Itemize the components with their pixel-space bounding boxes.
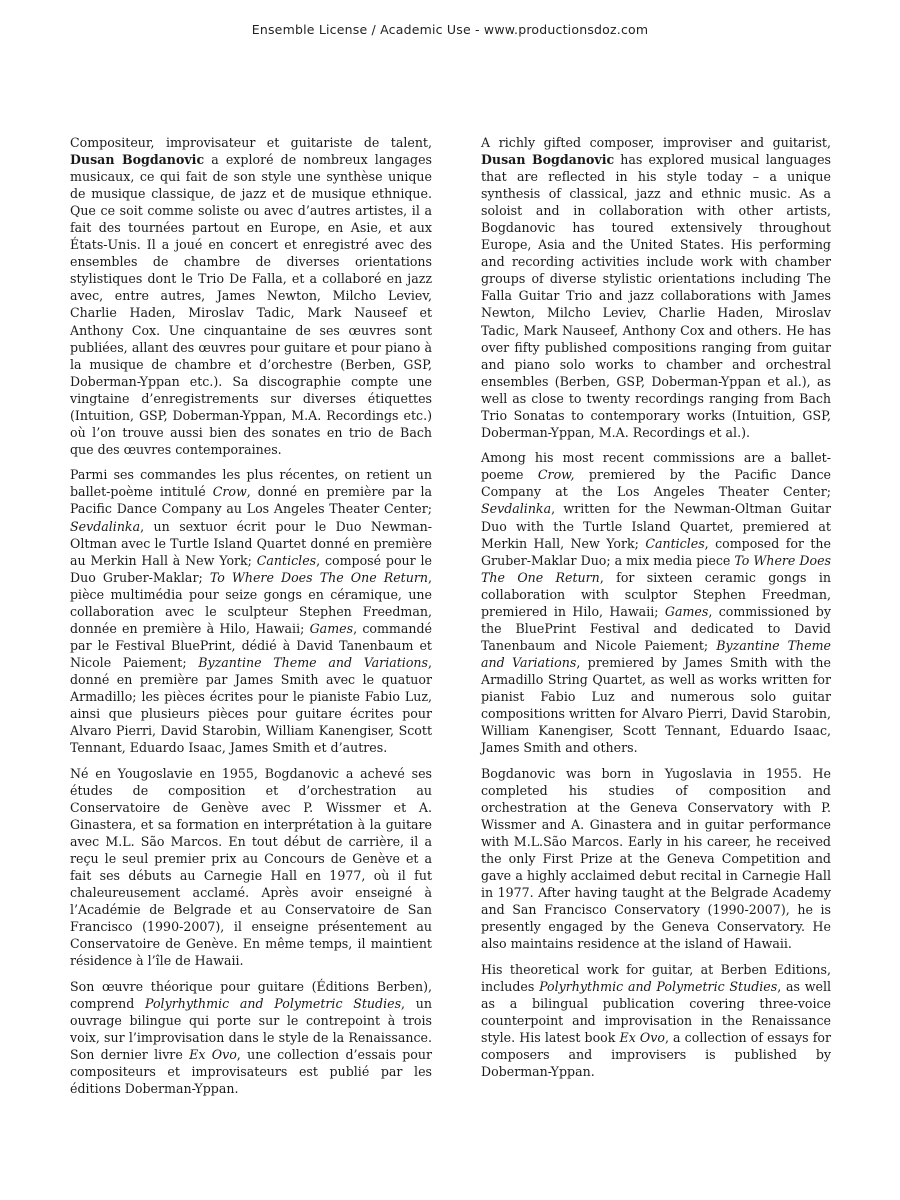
work-title: Polyrhythmic and Polymetric Studies (539, 978, 778, 994)
work-title: Canticles (256, 552, 317, 568)
text-run: premiered by the Pacific Dance Company at the Los Angeles Theater Center; (481, 467, 832, 500)
license-header: Ensemble License / Academic Use - www.productionsdoz.com (251, 22, 649, 37)
work-title: Sevdalinka (70, 518, 141, 534)
work-title: Ex Ovo (619, 1029, 665, 1045)
text-run: A richly gifted composer, improviser and guitarist, (481, 135, 831, 150)
work-title: Games (309, 620, 354, 636)
text-run: Compositeur, improvisateur et guitariste de talent, (70, 135, 432, 150)
text-run: a exploré de nombreux langages musicaux, ce qui fait de son style une synthèse unique de musique classique, de jazz et de musique ethnique. Que ce soit comme soliste ou avec d’autres artistes, il a fait des tournées partout en Europe, en Asie, et aux États-Unis. Il a joué en concert et enregistré avec des ensembles de chambre de diverses orientations stylistiques dont le Trio De Falla, et a collaboré en jazz avec, entre autres, James Newton, Milcho Leviev, Charlie Haden, Miroslav Tadic, Mark Nauseef et Anthony Cox. Une cinquantaine de ses œuvres sont publiées, allant des œuvres pour guitare et pour piano à la musique de chambre et d’orchestre (Berben, GSP, Doberman-Yppan etc.). Sa discographie compte une vingtaine d’enregistrements sur diverses étiquettes (Intuition, GSP, Doberman-Yppan, M.A. Recordings etc.) où l’on trouve aussi bien des sonates en trio de Bach que des œuvres contemporaines. (70, 152, 432, 457)
work-title: Canticles (645, 535, 705, 551)
text-run: Son œuvre théorique pour guitare (Éditions Berben), comprend (70, 978, 432, 1011)
text-run: , un ouvrage bilingue qui porte sur le contrepoint à trois voix, sur l’improvisation dans le style de la Renaissance. Son dernier livre (70, 995, 432, 1062)
text-run: His theoretical work for guitar, at Berben Editions, includes (481, 961, 831, 994)
french-paragraph-education: Né en Yougoslavie en 1955, Bogdanovic a achevé ses études de composition et d’orchestration au Conservatoire de Genève avec P. Wissmer et A. Ginastera, et sa formation en interprétation à la guitare avec M.L. São Marcos. En tout début de carrière, il a reçu le seul premier prix au Concours de Genève et a fait ses débuts au Carnegie Hall en 1977, où il fut chaleureusement acclamé. Après avoir enseigné à l’Académie de Belgrade et au Conservatoire de San Francisco (1990-2007), il enseigne présentement au Conservatoire de Genève. En même temps, il maintient résidence à l’île de Hawaii. (70, 765, 432, 969)
text-run: , pièce multimédia pour seize gongs en céramique, une collaboration avec le sculpteur Stephen Freedman, donnée en première à Hilo, Hawaii; (70, 569, 432, 636)
work-title: Sevdalinka (481, 501, 552, 517)
english-paragraph-intro (481, 134, 831, 441)
work-title: Crow, (537, 467, 575, 483)
work-title: Byzantine Theme and Variations (481, 637, 832, 670)
english-paragraph-theory (481, 961, 831, 1080)
text-run: , written for the Newman-Oltman Guitar Duo with the Turtle Island Quartet, premiered at Merkin Hall, New York; (481, 501, 831, 551)
composer-name: Dusan Bogdanovic (481, 152, 615, 168)
text-run: , composé pour le Duo Gruber-Maklar; (70, 552, 433, 585)
english-biography-column (481, 134, 831, 1089)
text-run: , for sixteen ceramic gongs in collaboration with sculptor Stephen Freedman, premiered in Hilo, Hawaii; (481, 569, 831, 619)
french-paragraph-intro (70, 134, 432, 458)
text-run: Among his most recent commissions are a ballet-poeme (481, 450, 831, 483)
composer-name: Dusan Bogdanovic (70, 152, 205, 168)
text-run: , commandé par le Festival BluePrint, dédié à David Tanenbaum et Nicole Paiement; (70, 620, 432, 670)
work-title: Byzantine Theme and Variations (198, 654, 428, 670)
text-run: , composed for the Gruber-Maklar Duo; a mix media piece (481, 535, 831, 568)
work-title: To Where Does The One Return (209, 569, 428, 585)
english-paragraph-commissions (481, 449, 831, 756)
french-paragraph-theory (70, 978, 432, 1097)
english-paragraph-education: Bogdanovic was born in Yugoslavia in 1955. He completed his studies of composition and orchestration at the Geneva Conservatory with P. Wissmer and A. Ginastera and in guitar performance with M.L.São Marcos. Early in his career, he received the only First Prize at the Geneva Competition and gave a highly acclaimed debut recital in Carnegie Hall in 1977. After having taught at the Belgrade Academy and San Francisco Conservatory (1990-2007), he is presently engaged by the Geneva Conservatory. He also maintains residence at the island of Hawaii. (481, 765, 831, 952)
text-run: , premiered by James Smith with the Armadillo String Quartet, as well as works written for pianist Fabio Luz and numerous solo guitar compositions written for Alvaro Pierri, David Starobin, William Kanengiser, Scott Tennant, Eduardo Isaac, James Smith and others. (481, 654, 832, 756)
text-run: , une collection d’essais pour compositeurs et improvisateurs est publié par les éditions Doberman-Yppan. (70, 1046, 432, 1097)
work-title: Polyrhythmic and Polymetric Studies (145, 995, 402, 1011)
text-run: Parmi ses commandes les plus récentes, on retient un ballet-poème intitulé (70, 467, 432, 500)
french-paragraph-commissions (70, 466, 432, 756)
text-run: has explored musical languages that are reflected in his style today – a unique synthesis of classical, jazz and ethnic music. As a soloist and in collaboration with other artists, Bogdanovic has toured extensively throughout Europe, Asia and the United States. His performing and recording activities include work with chamber groups of diverse stylistic orientations including The Falla Guitar Trio and jazz collaborations with James Newton, Milcho Leviev, Charlie Haden, Miroslav Tadic, Mark Nauseef, Anthony Cox and others. He has over fifty published compositions ranging from guitar and piano solo works to chamber and orchestral ensembles (Berben, GSP, Doberman-Yppan et al.), as well as close to twenty recordings ranging from Bach Trio Sonatas to contemporary works (Intuition, GSP, Doberman-Yppan, M.A. Recordings et al.). (481, 152, 832, 440)
text-run: , a collection of essays for composers and improvisers is published by Doberman-Yppan. (481, 1029, 831, 1079)
work-title: Crow (212, 484, 247, 500)
work-title: Games (664, 603, 709, 619)
french-biography-column (70, 134, 432, 1106)
text-run: , commissioned by the BluePrint Festival and dedicated to David Tanenbaum and Nicole Paiement; (481, 603, 831, 653)
work-title: To Where Does The One Return (481, 552, 832, 585)
work-title: Ex Ovo (189, 1046, 237, 1062)
text-run: , donné en première par la Pacific Dance Company au Los Angeles Theater Center; (70, 484, 432, 517)
text-run: , un sextuor écrit pour le Duo Newman-Oltman avec le Turtle Island Quartet donné en première au Merkin Hall à New York; (70, 518, 432, 568)
text-run: , donné en première par James Smith avec le quatuor Armadillo; les pièces écrites pour le pianiste Fabio Luz, ainsi que plusieurs pièces pour guitare écrites pour Alvaro Pierri, David Starobin, William Kanengiser, Scott Tennant, Eduardo Isaac, James Smith et d’autres. (70, 654, 432, 756)
text-run: , as well as a bilingual publication covering three-voice counterpoint and improvisation in the Renaissance style. His latest book (481, 978, 831, 1045)
